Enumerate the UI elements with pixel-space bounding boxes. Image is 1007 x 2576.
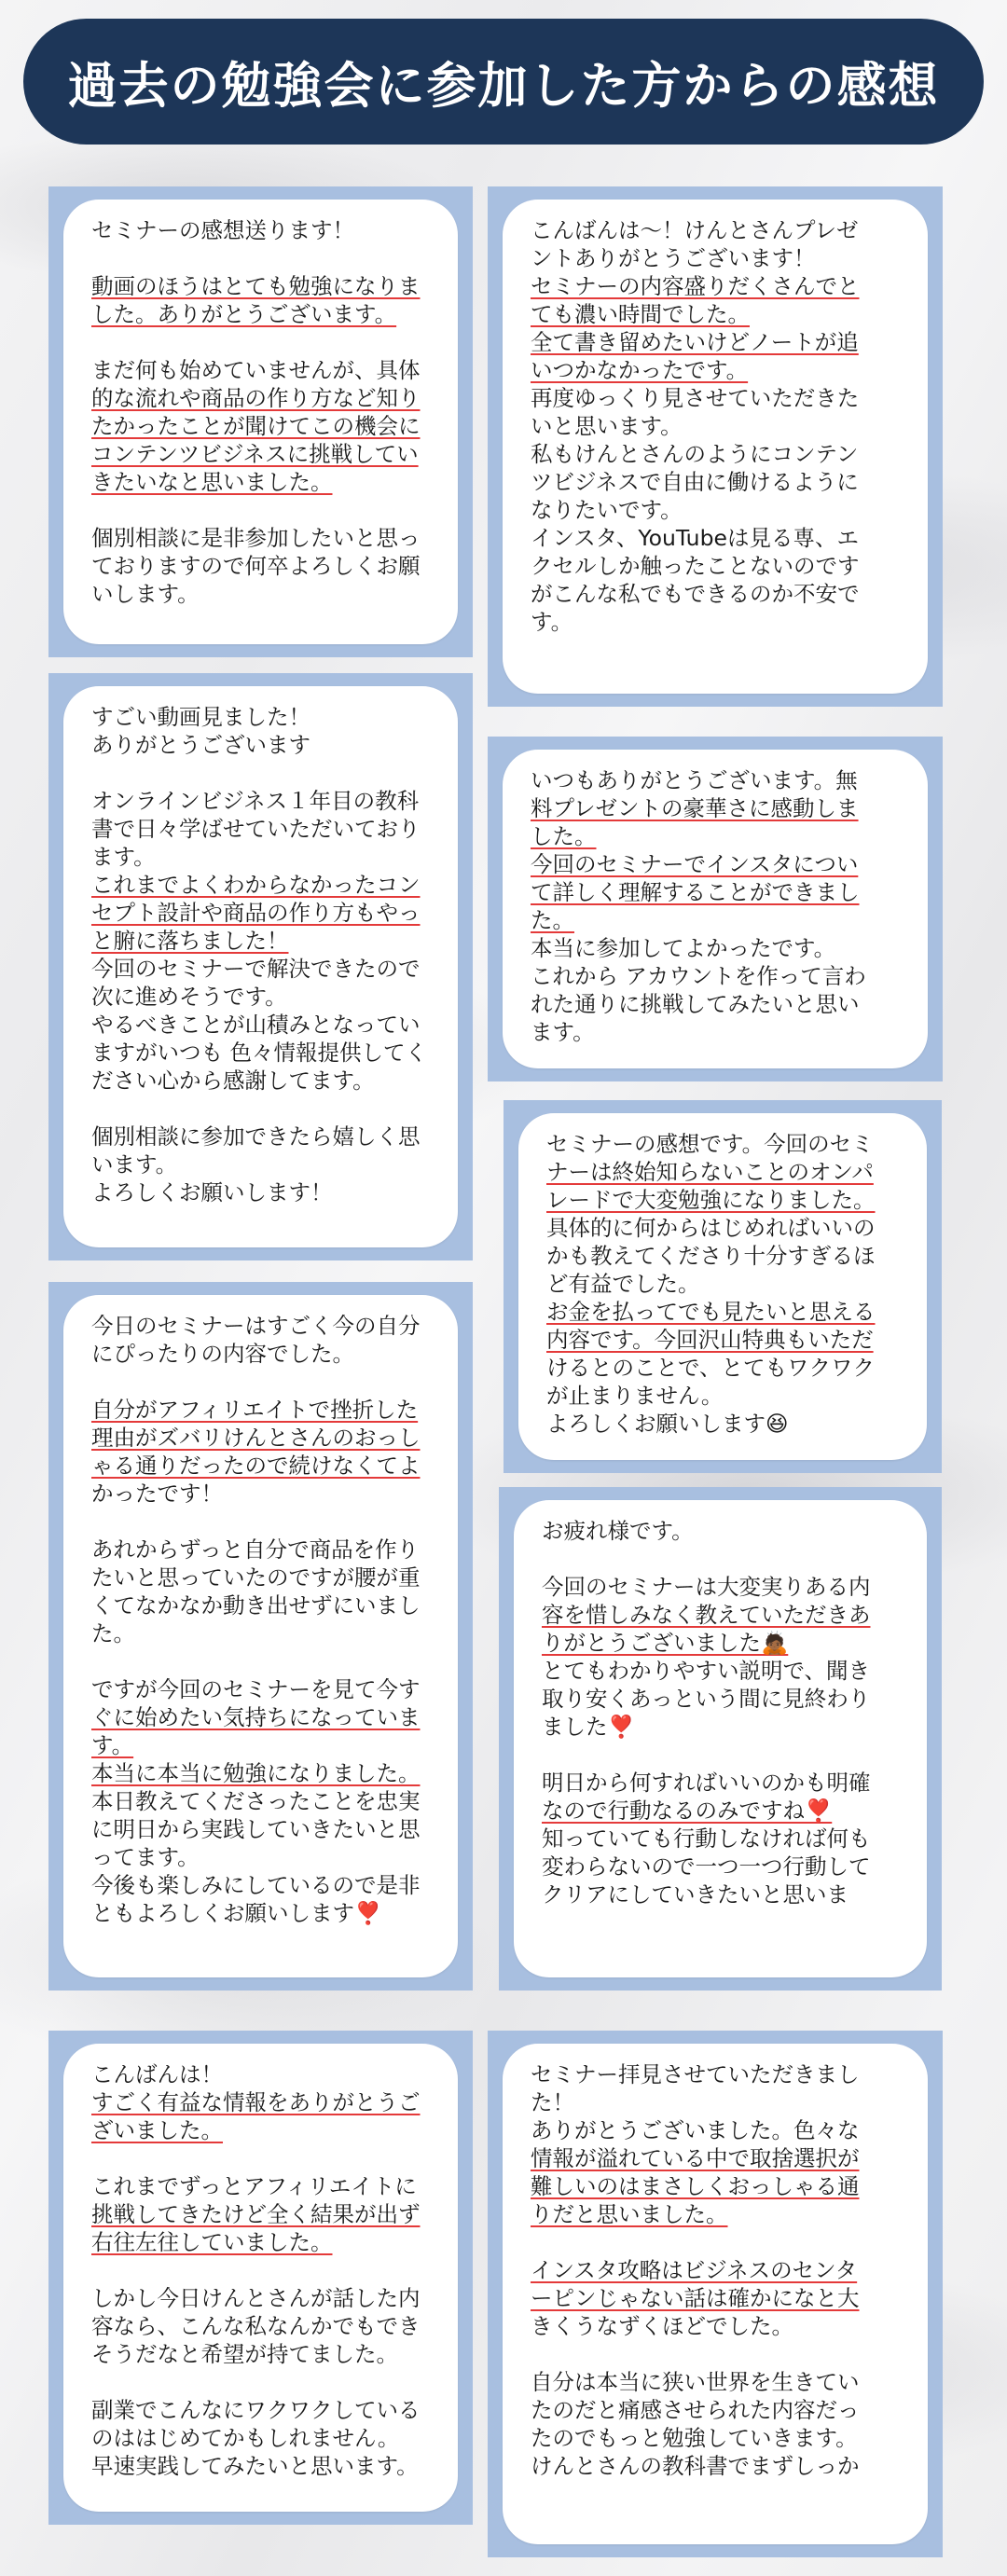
text-line: そうだなと希望が持てました。 (91, 2341, 398, 2367)
highlighted-text-line: した。 (531, 823, 597, 849)
text-line: なりたいです。 (531, 497, 683, 523)
text-line: ありがとうございました。色々な (531, 2117, 860, 2143)
text-line: ど有益でした。 (546, 1271, 700, 1297)
text-line: ですが今回のセミナーを見て今す (91, 1676, 421, 1702)
testimonial-bubble (63, 686, 458, 1247)
highlighted-text-line: た。 (531, 907, 574, 933)
highlighted-text-line: セプト設計や商品の作り方もやっ (91, 900, 421, 926)
text-line: いと思います。 (531, 413, 683, 439)
text-line: かも教えてくださり十分すぎるほ (546, 1243, 876, 1269)
highlighted-text-line: 容を惜しみなく教えていただきあ (542, 1602, 871, 1628)
line-gap (91, 1508, 435, 1536)
page-title: 過去の勉強会に参加した方からの感想 (67, 57, 940, 115)
highlighted-text-line: ーピンじゃない話は確かになと大 (531, 2285, 860, 2311)
testimonial-bubble (63, 1295, 458, 1977)
text-line: けんとさんの教科書でまずしっか (531, 2453, 860, 2479)
testimonial-bubble (503, 750, 928, 1068)
highlighted-text-line: す。 (91, 1732, 134, 1758)
highlighted-text-line: たかったことが聞けてこの機会に (91, 413, 421, 439)
text-line: オンラインビジネス１年目の教科 (91, 788, 420, 814)
text-line: こんばんは〜！けんとさんプレゼ (531, 217, 859, 243)
text-line: くてなかなか動き出せずにいまし (91, 1592, 421, 1619)
line-gap (531, 2228, 905, 2256)
text-line: クセルしか触ったことないのです (531, 553, 860, 579)
text-line: ントありがとうございます！ (531, 245, 816, 271)
line-gap (531, 2340, 905, 2368)
highlighted-text-line: きたいなと思いました。 (91, 469, 333, 495)
text-line: 今回のセミナーで解決できたので (91, 956, 421, 982)
text-line: ともよろしくお願いします❣️ (91, 1900, 382, 1926)
text-line: ださい心から感謝してます。 (91, 1068, 375, 1094)
text-line: しかし今日けんとさんが話した内 (91, 2285, 421, 2311)
text-line: た。 (91, 1620, 135, 1646)
highlighted-text-line: 理由がズバリけんとさんのおっし (91, 1425, 421, 1451)
text-line: セミナーの感想送ります！ (91, 217, 354, 243)
text-line: たのでもっと勉強していきます。 (531, 2425, 858, 2451)
text-line: セミナーの感想です。今回のセミ (546, 1131, 874, 1157)
text-line: 具体的に何からはじめればいいの (546, 1215, 876, 1241)
text-line: やるべきことが山積みとなってい (91, 1012, 421, 1038)
text-line: 再度ゆっくり見させていただきた (531, 385, 860, 411)
highlighted-text-line: レードで大変勉強になりました。 (546, 1187, 876, 1213)
highlighted-text-line: ぐに始めたい気持ちになっていま (91, 1704, 421, 1730)
text-line: ますがいつも 色々情報提供してく (91, 1040, 427, 1066)
text-line: ます。 (531, 1019, 595, 1045)
line-gap (542, 1741, 904, 1769)
text-line: お疲れ様です。 (542, 1518, 694, 1544)
highlighted-text-line: て詳しく理解することができまし (531, 879, 860, 905)
highlighted-text-line: りがとうございました🙇🏾 (542, 1630, 789, 1656)
highlighted-text-line: 全て書き留めたいけどノートが追 (531, 329, 859, 355)
text-line: 本日教えてくださったことを忠実 (91, 1788, 421, 1814)
text-line: 副業でこんなにワクワクしている (91, 2397, 421, 2423)
text-line: セミナー拝見させていただきまし (531, 2061, 860, 2087)
highlighted-text-line: 動画のほうはとても勉強になりま (91, 273, 421, 299)
page-header (23, 19, 984, 145)
text-line: にぴったりの内容でした。 (91, 1341, 354, 1367)
text-line: 容なら、こんな私なんかでもでき (91, 2313, 421, 2339)
text-line: ありがとうございます (91, 732, 310, 758)
text-line: 今日のセミナーはすごく今の自分 (91, 1313, 421, 1339)
highlighted-text-line: いつかなかったです。 (531, 357, 749, 383)
line-gap (91, 1647, 435, 1675)
line-gap (91, 244, 435, 272)
highlighted-text-line: 今回のセミナーでインスタについ (531, 851, 859, 877)
testimonial-card-4 (488, 737, 943, 1081)
highlighted-text-line: 難しいのはまさしくおっしゃる通 (531, 2173, 860, 2199)
highlighted-text-line: お金を払ってでも見たいと思える (546, 1299, 876, 1325)
highlighted-text-line: 右往左往していました。 (91, 2229, 333, 2255)
testimonial-bubble (503, 200, 928, 694)
text-line: 知っていても行動しなければ何も (542, 1825, 871, 1852)
testimonial-card-9 (488, 2031, 943, 2557)
text-line: 今回のセミナーは大変実りある内 (542, 1574, 871, 1600)
line-gap (91, 2144, 435, 2172)
testimonial-card-3 (48, 673, 473, 1260)
line-gap (91, 496, 435, 524)
highlighted-text-line: 本当に本当に勉強になりました。 (91, 1760, 421, 1786)
text-line: がこんな私でもできるのか不安で (531, 581, 860, 607)
text-line: います。 (91, 1151, 178, 1178)
highlighted-text-line: すごく有益な情報をありがとうご (91, 2089, 421, 2115)
text-line: 明日から何すればいいのかも明確 (542, 1770, 871, 1796)
highlighted-text-line: 的な流れや商品の作り方など知り (91, 385, 421, 411)
text-line: 書で日々学ばせていただいており (91, 816, 421, 842)
highlighted-text-line: 内容です。今回沢山特典もいただ (546, 1327, 874, 1353)
text-line: た！ (531, 2089, 574, 2115)
highlighted-text-line: ゃる通りだったので続けなくてよ (91, 1453, 421, 1479)
text-line: 本当に参加してよかったです。 (531, 935, 836, 961)
text-line: クリアにしていきたいと思いま (542, 1881, 848, 1908)
highlighted-text-line: ても濃い時間でした。 (531, 301, 750, 327)
text-line: こんばんは！ (91, 2061, 223, 2087)
testimonial-card-7 (499, 1487, 942, 1991)
highlighted-text-line: セミナーの内容盛りだくさんでと (531, 273, 860, 299)
text-line: す。 (531, 609, 573, 635)
text-line: まだ何も始めていませんが、具体 (91, 357, 421, 383)
testimonial-card-1 (48, 186, 473, 657)
text-line: 自分は本当に狭い世界を生きてい (531, 2369, 860, 2395)
testimonial-card-8 (48, 2031, 473, 2525)
text-line: ておりますので何卒よろしくお願 (91, 553, 421, 579)
testimonial-bubble (514, 1500, 927, 1977)
text-line: よろしくお願いします😆 (546, 1411, 789, 1437)
text-line: 個別相談に是非参加したいと思っ (91, 525, 421, 551)
text-line: これまでずっとアフィリエイトに (91, 2173, 417, 2199)
text-line: れた通りに挑戦してみたいと思い (531, 991, 860, 1017)
text-line: インスタ、YouTubeは見る専、エ (531, 525, 859, 551)
text-line: のははじめてかもしれません。 (91, 2425, 400, 2451)
testimonial-card-6 (48, 1282, 473, 1991)
highlighted-text-line: りだと思いました。 (531, 2201, 728, 2227)
highlighted-text-line: 料プレゼントの豪華さに感動しま (531, 795, 859, 821)
testimonial-bubble (63, 2044, 458, 2512)
text-line: ツビジネスで自由に働けるように (531, 469, 859, 495)
highlighted-text-line: 情報が溢れている中で取捨選択が (531, 2145, 860, 2171)
line-gap (91, 759, 435, 787)
text-line: けるとのことで、とてもワクワク (546, 1355, 876, 1381)
line-gap (91, 1368, 435, 1396)
text-line: 次に進めそうです。 (91, 984, 287, 1010)
text-line: とてもわかりやすい説明で、聞き (542, 1658, 871, 1684)
text-line: これから アカウントを作って言わ (531, 963, 866, 989)
text-line: 今後も楽しみにしているので是非 (91, 1872, 421, 1898)
text-line: きくうなずくほどでした。 (531, 2313, 793, 2339)
text-line: 私もけんとさんのようにコンテン (531, 441, 859, 467)
highlighted-text-line: ざいました。 (91, 2117, 223, 2143)
text-line: たいと思っていたのですが腰が重 (91, 1564, 421, 1591)
testimonial-bubble (63, 200, 458, 644)
text-line: ました❣️ (542, 1714, 635, 1740)
highlighted-text-line: ナーは終始知らないことのオンパ (546, 1159, 874, 1185)
text-line: 個別相談に参加できたら嬉しく思 (91, 1123, 421, 1150)
text-line: かったです！ (91, 1481, 223, 1507)
text-line: あれからずっと自分で商品を作り (91, 1536, 420, 1563)
text-line: いします。 (91, 581, 200, 607)
text-line: たのだと痛感させられた内容だっ (531, 2397, 860, 2423)
testimonial-bubble (503, 2044, 928, 2544)
highlighted-text-line: 挑戦してきたけど全く結果が出ず (91, 2201, 421, 2227)
highlighted-text-line: と腑に落ちました！ (91, 928, 289, 954)
highlighted-text-line: した。ありがとうございます。 (91, 301, 397, 327)
text-line: に明日から実践していきたいと思 (91, 1816, 421, 1842)
testimonial-bubble (518, 1113, 927, 1460)
text-line: すごい動画見ました！ (91, 704, 310, 730)
text-line: よろしくお願いします！ (91, 1179, 333, 1205)
line-gap (542, 1545, 904, 1573)
text-line: いつもありがとうございます。無 (531, 767, 858, 793)
highlighted-text-line: インスタ攻略はビジネスのセンタ (531, 2257, 858, 2283)
text-line: ます。 (91, 844, 156, 870)
line-gap (91, 2368, 435, 2396)
line-gap (91, 328, 435, 356)
testimonial-card-5 (504, 1100, 942, 1473)
text-line: 変わらないので一つ一つ行動して (542, 1853, 871, 1880)
text-line: 早速実践してみたいと思います。 (91, 2453, 419, 2479)
text-line: が止まりません。 (546, 1383, 724, 1409)
text-line: 取り安くあっという間に見終わり (542, 1686, 871, 1712)
highlighted-text-line: これまでよくわからなかったコン (91, 872, 421, 898)
highlighted-text-line: なので行動なるのみですね❣️ (542, 1798, 833, 1824)
line-gap (91, 1095, 435, 1123)
text-line: ってます。 (91, 1844, 200, 1870)
highlighted-text-line: コンテンツビジネスに挑戦してい (91, 441, 419, 467)
line-gap (91, 2256, 435, 2284)
testimonial-card-2 (488, 186, 943, 707)
highlighted-text-line: 自分がアフィリエイトで挫折した (91, 1397, 419, 1423)
